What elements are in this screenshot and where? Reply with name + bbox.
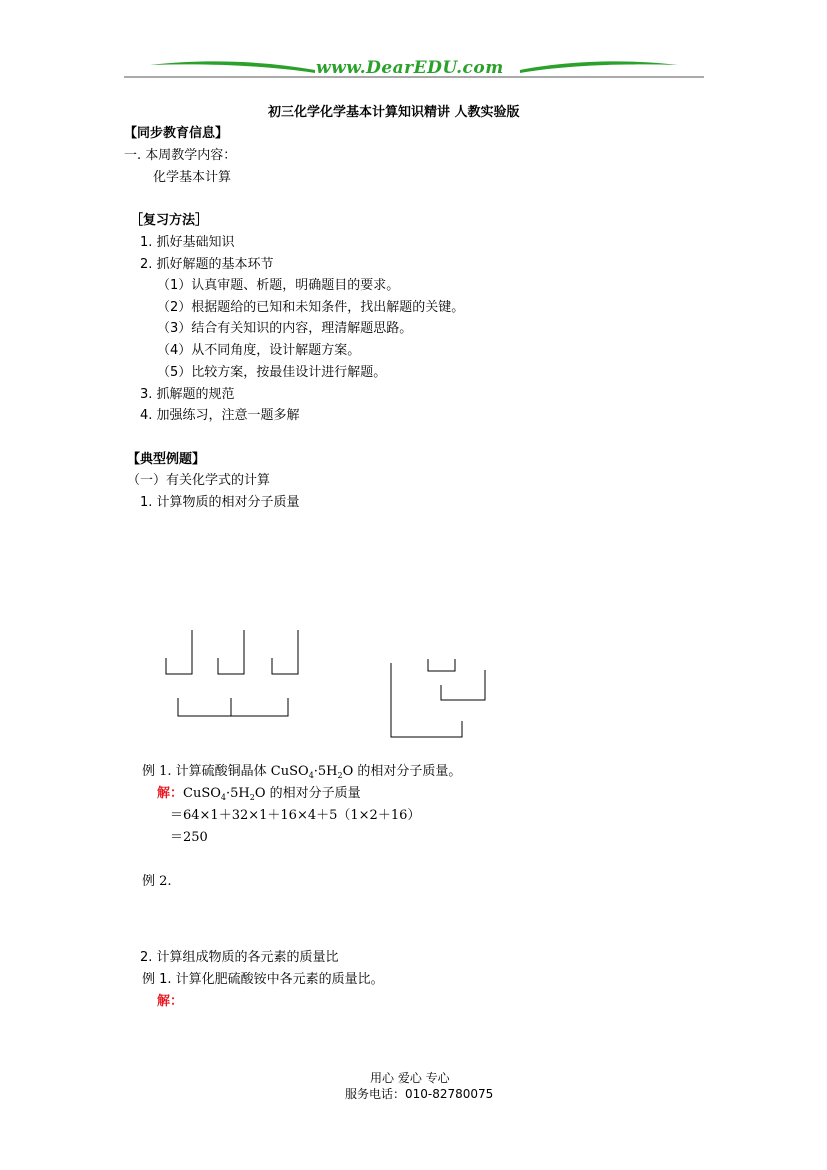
review-item: 3. 抓解题的规范	[140, 387, 235, 402]
item2-heading: 2. 计算组成物质的各元素的质量比	[140, 950, 339, 965]
page-title: 初三化学化学基本计算知识精讲 人教实验版	[268, 105, 520, 120]
review-subitem: （5）比较方案，按最佳设计进行解题。	[157, 365, 387, 380]
example1-question	[142, 763, 461, 785]
review-heading: ［复习方法］	[130, 213, 209, 228]
examples-heading: 【典型例题】	[127, 452, 206, 467]
solution-formula-c: O 的相对分子质量	[254, 786, 361, 801]
solution-formula-a: CuSO	[183, 786, 221, 801]
formula-subscript: 2	[337, 771, 343, 780]
content-topic: 化学基本计算	[153, 170, 232, 185]
bracket-diagram-right	[385, 655, 490, 740]
review-subitem: （1）认真审题、析题，明确题目的要求。	[157, 278, 400, 293]
section-info-heading: 【同步教育信息】	[124, 126, 229, 141]
review-subitem: （3）结合有关知识的内容，理清解题思路。	[157, 321, 413, 336]
footer-slogan: 用心 爱心 专心	[370, 1071, 450, 1085]
content-heading: 一. 本周教学内容：	[124, 148, 237, 163]
solution-formula-b: ·5H	[226, 786, 250, 801]
example3-question: 例 1. 计算化肥硫酸铵中各元素的质量比。	[142, 972, 384, 987]
formula-subscript: 4	[308, 771, 314, 780]
formula-subscript: 2	[249, 793, 255, 802]
example1-solution	[157, 785, 361, 807]
example2-label: 例 2.	[142, 874, 172, 889]
header-banner	[120, 56, 708, 82]
review-item: 1. 抓好基础知识	[140, 235, 235, 250]
bracket-diagram-left	[160, 625, 300, 720]
part1-heading: （一）有关化学式的计算	[127, 473, 271, 488]
review-item: 2. 抓好解题的基本环节	[140, 257, 274, 272]
footer-phone: 服务电话：010-82780075	[345, 1087, 494, 1101]
review-subitem: （4）从不同角度，设计解题方案。	[157, 343, 361, 358]
example1-mid: ·5H	[313, 764, 338, 779]
review-subitem: （2）根据题给的已知和未知条件，找出解题的关键。	[157, 300, 465, 315]
example1-calc-line1: ＝64×1＋32×1＋16×4＋5（1×2＋16）	[170, 808, 421, 823]
formula-subscript: 4	[220, 793, 226, 802]
solution-label: 解：	[157, 786, 184, 801]
example1-calc-line2: ＝250	[170, 830, 208, 845]
example1-suffix: O 的相对分子质量。	[342, 764, 462, 779]
item1-heading: 1. 计算物质的相对分子质量	[140, 495, 300, 510]
review-item: 4. 加强练习，注意一题多解	[140, 408, 300, 423]
example3-solution-label: 解：	[157, 994, 184, 1009]
logo-text[interactable]: www.DearEDU.com	[316, 58, 504, 78]
example1-prefix: 例 1. 计算硫酸铜晶体 CuSO	[142, 764, 309, 779]
